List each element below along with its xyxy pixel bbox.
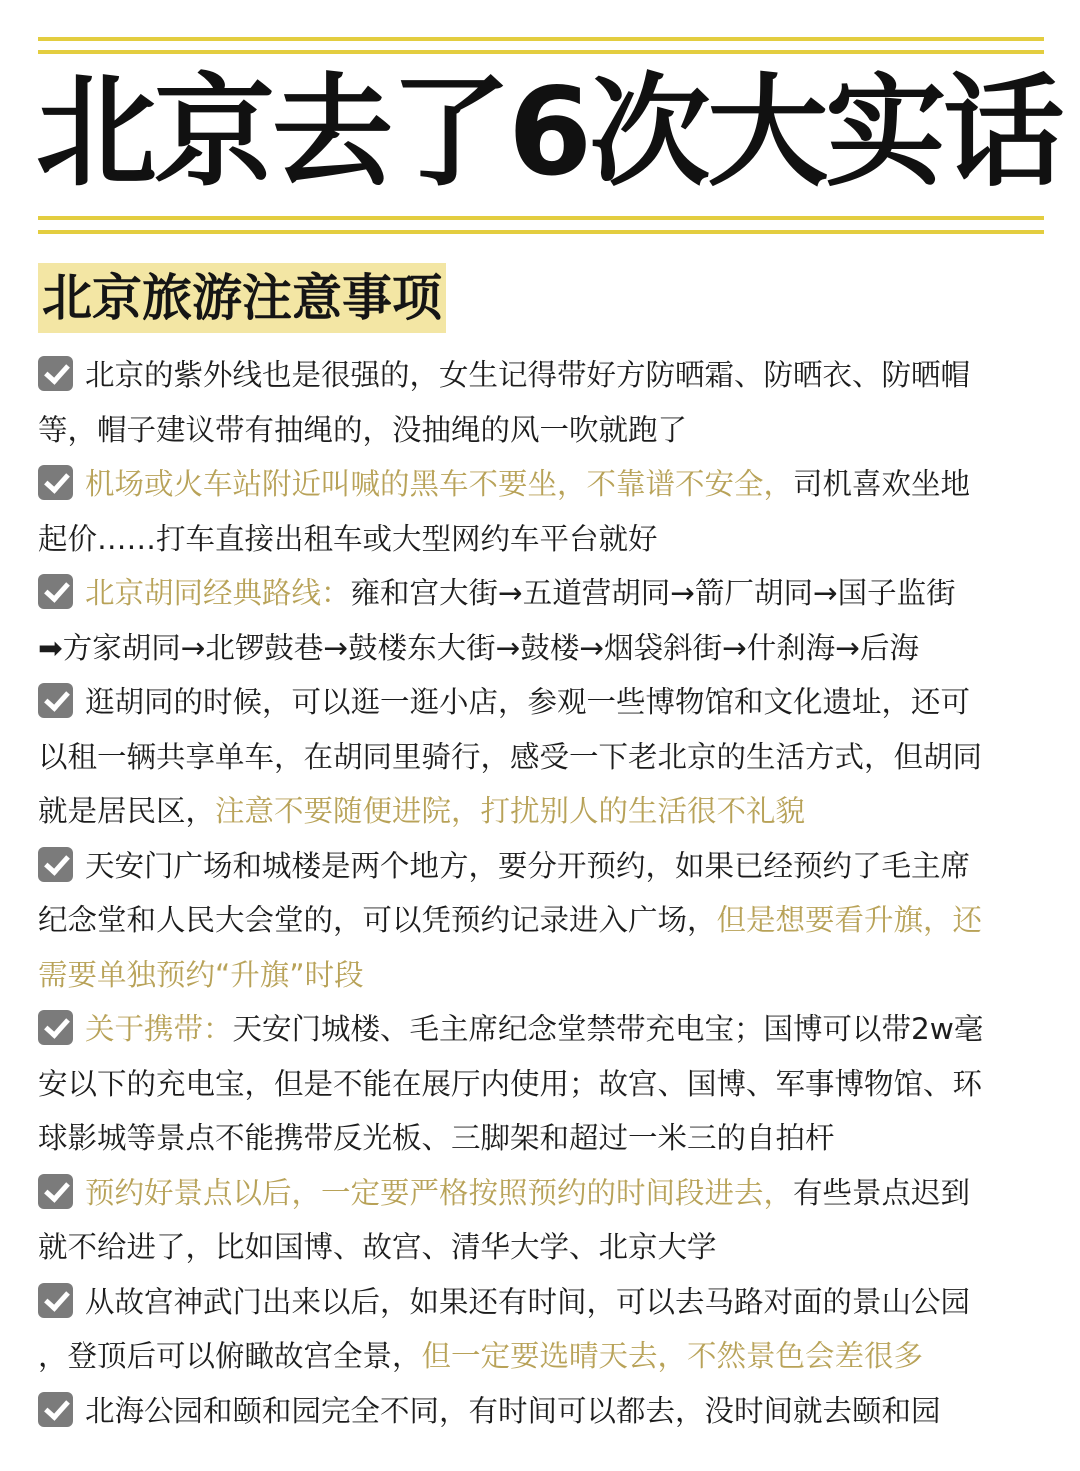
tip-line — [38, 1384, 1043, 1439]
checkmark-icon — [38, 847, 73, 882]
tip-line — [38, 893, 1043, 948]
checkmark-icon — [38, 1392, 73, 1427]
highlighted-text: 机场或火车站附近叫喊的黑车不要坐，不靠谱不安全， — [85, 467, 794, 501]
body-text: 司机喜欢坐地 — [793, 467, 971, 501]
tip-line — [38, 730, 1043, 785]
highlighted-text: 预约好景点以后，一定要严格按照预约的时间段进去， — [85, 1175, 794, 1210]
checkmark-icon — [38, 574, 73, 609]
highlighted-text: 需要单独预约“升旗”时段 — [38, 957, 364, 992]
tip-line — [38, 348, 1043, 403]
tip-line — [38, 1220, 1043, 1275]
tip-line — [38, 948, 1043, 1003]
tip-item — [38, 675, 1043, 839]
tip-item — [38, 839, 1043, 1003]
body-text: 等，帽子建议带有抽绳的，没抽绳的风一吹就跑了 — [38, 412, 688, 447]
tip-item — [38, 1166, 1043, 1275]
tip-line — [38, 784, 1043, 839]
highlighted-text: 但是想要看升旗，还 — [716, 903, 983, 937]
body-text: 天安门城楼、毛主席纪念堂禁带充电宝；国博可以带2w毫 — [232, 1012, 984, 1046]
tip-line — [38, 512, 1043, 567]
tip-line — [38, 839, 1043, 894]
body-text: 雍和宫大街→五道营胡同→箭厂胡同→国子监街 — [350, 576, 956, 610]
tip-line — [38, 457, 1043, 512]
tip-item — [38, 457, 1043, 566]
body-text: 北京的紫外线也是很强的，女生记得带好方防晒霜、防晒衣、防晒帽 — [85, 358, 971, 392]
checkmark-icon — [38, 1010, 73, 1045]
bottom-rule-upper — [38, 216, 1044, 220]
body-text: 纪念堂和人民大会堂的，可以凭预约记录进入广场， — [38, 903, 717, 937]
body-text: ➡方家胡同→北锣鼓巷→鼓楼东大街→鼓楼→烟袋斜街→什刹海→后海 — [38, 630, 920, 665]
body-text: 天安门广场和城楼是两个地方，要分开预约，如果已经预约了毛主席 — [85, 848, 971, 883]
body-text: 逛胡同的时候，可以逛一逛小店，参观一些博物馆和文化遗址，还可 — [85, 685, 971, 719]
highlighted-text: 注意不要随便进院，打扰别人的生活很不礼貌 — [215, 794, 806, 828]
tip-line — [38, 1111, 1043, 1166]
checkmark-icon — [38, 465, 73, 500]
tip-line — [38, 1166, 1043, 1221]
top-rule-upper — [38, 37, 1044, 41]
page-title: 北京去了6次大实话 — [36, 62, 1062, 203]
checkmark-icon — [38, 1174, 73, 1209]
tip-item — [38, 348, 1043, 457]
tips-list — [38, 348, 1043, 1438]
tip-item — [38, 566, 1043, 675]
highlighted-text: 北京胡同经典路线： — [85, 576, 351, 610]
checkmark-icon — [38, 356, 73, 391]
body-text: 从故宫神武门出来以后，如果还有时间，可以去马路对面的景山公园 — [85, 1284, 971, 1319]
section-heading: 北京旅游注意事项 — [38, 263, 446, 333]
body-text: 北海公园和颐和园完全不同，有时间可以都去，没时间就去颐和园 — [85, 1393, 941, 1428]
highlighted-text: 但一定要选晴天去，不然景色会差很多 — [421, 1339, 924, 1373]
tip-item — [38, 1384, 1043, 1439]
checkmark-icon — [38, 683, 73, 718]
tip-line — [38, 1002, 1043, 1057]
body-text: 安以下的充电宝，但是不能在展厅内使用；故宫、国博、军事博物馆、环 — [38, 1066, 983, 1101]
checkmark-icon — [38, 1283, 73, 1318]
tip-line — [38, 1057, 1043, 1112]
body-text: 就是居民区， — [38, 794, 216, 828]
body-text: ，登顶后可以俯瞰故宫全景， — [38, 1339, 422, 1373]
tip-line — [38, 1329, 1043, 1384]
tip-line — [38, 566, 1043, 621]
body-text: 球影城等景点不能携带反光板、三脚架和超过一米三的自拍杆 — [38, 1121, 835, 1155]
tip-line — [38, 403, 1043, 458]
body-text: 起价……打车直接出租车或大型网约车平台就好 — [38, 521, 658, 556]
tip-line — [38, 1275, 1043, 1330]
bottom-rule-lower — [38, 230, 1044, 234]
tip-item — [38, 1275, 1043, 1384]
body-text: 就不给进了，比如国博、故宫、清华大学、北京大学 — [38, 1230, 717, 1264]
body-text: 以租一辆共享单车，在胡同里骑行，感受一下老北京的生活方式，但胡同 — [38, 739, 983, 774]
tip-line — [38, 675, 1043, 730]
highlighted-text: 关于携带： — [85, 1012, 233, 1046]
top-rule-lower — [38, 50, 1044, 54]
body-text: 有些景点迟到 — [793, 1175, 971, 1210]
tip-item — [38, 1002, 1043, 1166]
tip-line — [38, 621, 1043, 676]
